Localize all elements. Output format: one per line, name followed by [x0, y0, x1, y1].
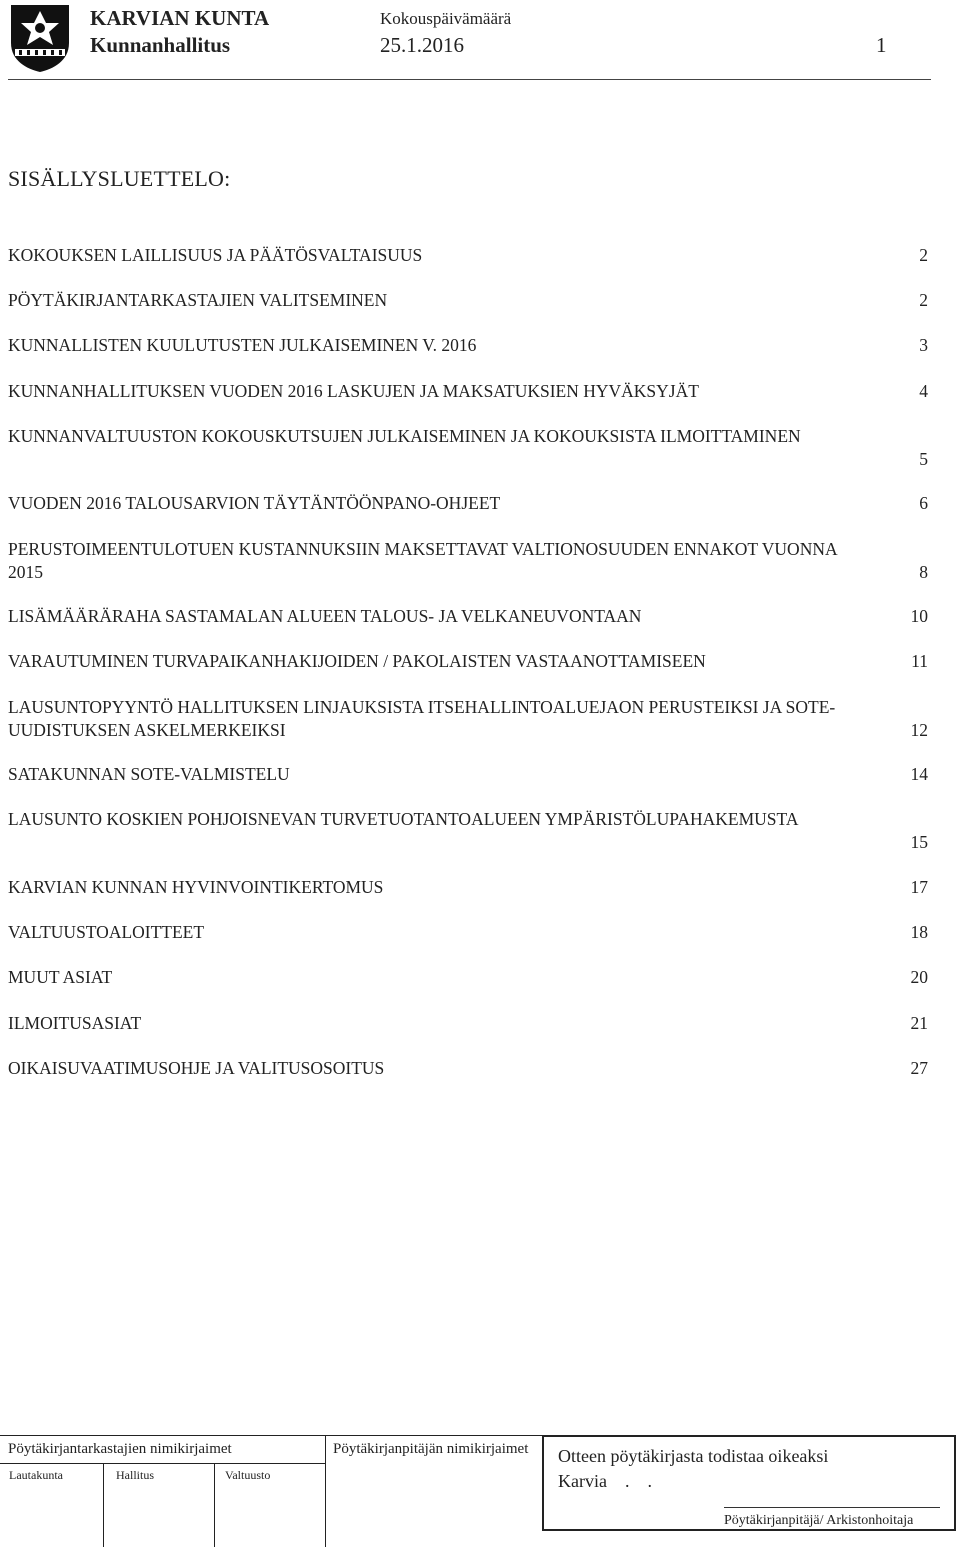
toc-entry[interactable]: [8, 966, 928, 989]
toc-entry[interactable]: [8, 605, 928, 628]
toc-entry[interactable]: [8, 921, 928, 944]
footer-divider: [214, 1463, 215, 1547]
toc-entry-page: 18: [910, 922, 928, 942]
toc-entry-title: LAUSUNTO KOSKIEN POHJOISNEVAN TURVETUOTANTOALUEEN YMPÄRISTÖLUPAHAKEMUSTA: [8, 809, 799, 829]
toc-entry-title: SATAKUNNAN SOTE-VALMISTELU: [8, 764, 290, 784]
toc-entry-title: LISÄMÄÄRÄRAHA SASTAMALAN ALUEEN TALOUS- JA VELKANEUVONTAAN: [8, 606, 642, 626]
toc-entry[interactable]: [8, 763, 928, 786]
karvia-coat-of-arms-logo: [9, 3, 71, 73]
toc-entry-page: 21: [910, 1013, 928, 1033]
toc-entry-title: KUNNANHALLITUKSEN VUODEN 2016 LASKUJEN JA MAKSATUKSIEN HYVÄKSYJÄT: [8, 381, 699, 401]
toc-entry[interactable]: [8, 1012, 928, 1035]
toc-entry-page: 11: [911, 651, 928, 671]
toc-entry-page: 20: [910, 967, 928, 987]
footer-divider: [103, 1463, 104, 1547]
certify-text: Otteen pöytäkirjasta todistaa oikeaksi: [558, 1446, 829, 1466]
toc-entry[interactable]: [8, 492, 928, 515]
toc-entry-title: KARVIAN KUNNAN HYVINVOINTIKERTOMUS: [8, 877, 384, 897]
certify-signer: Pöytäkirjanpitäjä/ Arkistonhoitaja: [724, 1513, 914, 1528]
toc-entry-page: 10: [910, 606, 928, 626]
toc-entry-title: KUNNALLISTEN KUULUTUSTEN JULKAISEMINEN V. 2016: [8, 335, 477, 355]
toc-entry-page: 14: [910, 764, 928, 784]
toc-entry-title: VUODEN 2016 TALOUSARVION TÄYTÄNTÖÖNPANO-OHJEET: [8, 493, 501, 513]
toc-entry-title: LAUSUNTOPYYNTÖ HALLITUKSEN LINJAUKSISTA ITSEHALLINTOALUEJAON PERUSTEIKSI JA SOTE-UUDISTUKSEN ASKELMERKEIKSI: [8, 697, 836, 740]
toc-entry-title: KUNNANVALTUUSTON KOKOUSKUTSUJEN JULKAISEMINEN JA KOKOUKSISTA ILMOITTAMINEN: [8, 426, 801, 446]
toc-entry[interactable]: [8, 808, 928, 854]
certify-place-date: Karvia . .: [558, 1471, 652, 1491]
signature-line: [724, 1507, 940, 1508]
toc-entry-title: OIKAISUVAATIMUSOHJE JA VALITUSOSOITUS: [8, 1058, 385, 1078]
col-lautakunta: Lautakunta: [9, 1468, 63, 1482]
toc-entry[interactable]: [8, 380, 928, 403]
toc-entry[interactable]: [8, 1057, 928, 1080]
toc-entry[interactable]: [8, 289, 928, 312]
toc-entry-title: VALTUUSTOALOITTEET: [8, 922, 205, 942]
toc-entry-page: 2: [919, 245, 928, 265]
page-number: 1: [876, 33, 887, 57]
signature-footer: [0, 1435, 960, 1547]
toc-entry-page: 12: [910, 720, 928, 740]
toc-entry[interactable]: [8, 538, 928, 584]
toc-entry[interactable]: [8, 334, 928, 357]
keeper-initials-label: Pöytäkirjanpitäjän nimikirjaimet: [333, 1441, 529, 1457]
toc-entry-page: 6: [919, 493, 928, 513]
col-valtuusto: Valtuusto: [225, 1468, 271, 1482]
toc-entry-page: 15: [910, 832, 928, 852]
meeting-date-label: Kokouspäivämäärä: [380, 9, 512, 28]
footer-mid-rule: [0, 1463, 325, 1464]
col-hallitus: Hallitus: [116, 1468, 154, 1482]
toc-entry-page: 3: [919, 335, 928, 355]
toc-entry[interactable]: [8, 650, 928, 673]
footer-divider: [325, 1435, 326, 1547]
footer-top-rule: [0, 1435, 542, 1436]
toc-entry-page: 2: [919, 290, 928, 310]
certify-box: [542, 1435, 956, 1531]
toc-entry-title: MUUT ASIAT: [8, 967, 113, 987]
toc-entry-title: KOKOUKSEN LAILLISUUS JA PÄÄTÖSVALTAISUUS: [8, 245, 423, 265]
body-name: Kunnanhallitus: [90, 33, 231, 57]
toc-entry-page: 27: [910, 1058, 928, 1078]
meeting-date: 25.1.2016: [380, 33, 464, 57]
examiners-initials-label: Pöytäkirjantarkastajien nimikirjaimet: [8, 1441, 232, 1457]
toc-heading: SISÄLLYSLUETTELO:: [8, 166, 231, 191]
toc-entry[interactable]: [8, 244, 928, 267]
toc-entry-page: 17: [910, 877, 928, 897]
toc-entry[interactable]: [8, 425, 928, 471]
toc-entry[interactable]: [8, 696, 928, 742]
header-rule: [8, 79, 931, 80]
org-name: KARVIAN KUNTA: [90, 6, 270, 30]
toc-entry-page: 5: [919, 449, 928, 469]
toc-entry[interactable]: [8, 876, 928, 899]
toc-entry-title: VARAUTUMINEN TURVAPAIKANHAKIJOIDEN / PAKOLAISTEN VASTAANOTTAMISEEN: [8, 651, 706, 671]
toc-entry-title: PÖYTÄKIRJANTARKASTAJIEN VALITSEMINEN: [8, 290, 388, 310]
toc-entry-page: 8: [919, 562, 928, 582]
toc-entry-page: 4: [919, 381, 928, 401]
toc-entry-title: PERUSTOIMEENTULOTUEN KUSTANNUKSIIN MAKSETTAVAT VALTIONOSUUDEN ENNAKOT VUONNA 2015: [8, 539, 837, 582]
toc-entry-title: ILMOITUSASIAT: [8, 1013, 142, 1033]
